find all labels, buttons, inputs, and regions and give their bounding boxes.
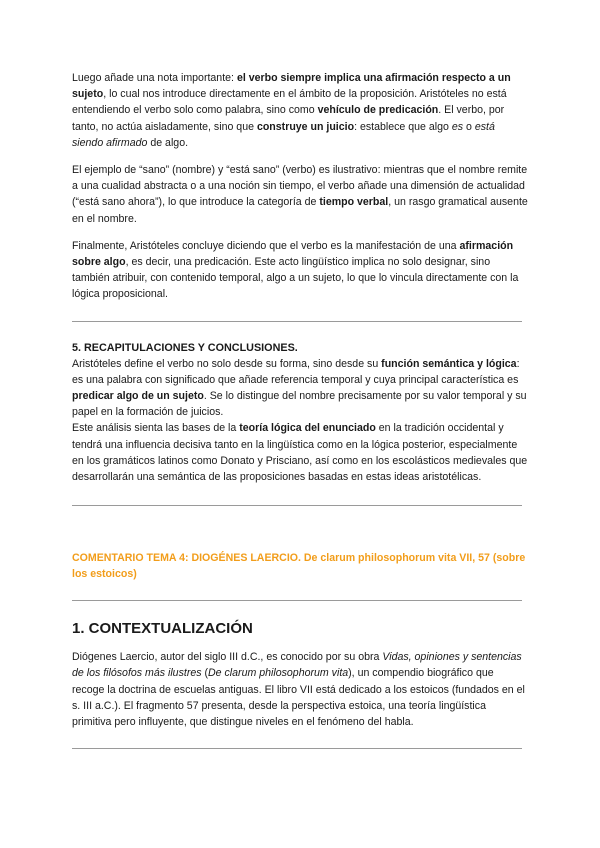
paragraph-ejemplo-sano [72, 162, 528, 227]
text-run: ( [201, 667, 209, 680]
paragraph-finalmente [72, 238, 528, 303]
bold-run: vehículo de predicación [317, 104, 439, 117]
bold-run: tiempo verbal [319, 196, 389, 209]
italic-run: está siendo afirmado [72, 120, 495, 149]
divider [72, 600, 522, 601]
text-run: Luego añade una nota importante: [72, 72, 237, 84]
divider [72, 321, 522, 322]
document-page [72, 70, 528, 749]
bold-run: construye un juicio [256, 120, 355, 133]
bold-run: afirmación sobre algo [72, 239, 514, 269]
bold-run: teoría lógica del enunciado [239, 422, 376, 435]
text-run: ), un compendio biográfico que recoge la doctrina de escuelas antiguas. El libro VII está dedicado a los estoicos (fundados en el s. III a.C.). El fragmento 57 presenta, desde la perspectiva estoica, una teoría lingüística primitiva pero influyente, que distingue niveles en el fenómeno del habla. [72, 667, 525, 729]
text-run: de algo. [147, 136, 189, 149]
comentario-title: COMENTARIO TEMA 4: DIOGÉNES LAERCIO. De clarum philosophorum vita VII, 57 (sobre los estoicos) [72, 552, 526, 581]
text-run: : es una palabra con significado que añade referencia temporal y cuya principal característica es [72, 357, 520, 386]
text-run: , lo cual nos introduce directamente en el ámbito de la proposición. Aristóteles no está entendiendo el verbo solo como palabra, sino como [72, 88, 507, 117]
text-run: Diógenes Laercio, autor del siglo III d.C., es conocido por su obra [72, 651, 383, 664]
text-run: : establece que algo [354, 120, 452, 133]
text-run: o [463, 120, 475, 133]
text-run: , es decir, una predicación. Este acto lingüístico implica no solo designar, sino también atribuir, con contenido temporal, algo a un sujeto, lo que lo vincula directamente con la lógica proposicional. [72, 256, 519, 301]
text-run: . El verbo, por tanto, no actúa aisladamente, sino que [72, 104, 505, 133]
italic-run: De clarum philosophorum vita [208, 667, 349, 680]
text-run: Aristóteles define el verbo no solo desde su forma, sino desde su [72, 357, 382, 370]
text-run: Este análisis sienta las bases de la [72, 422, 240, 435]
bold-run: el verbo siempre implica una afirmación respecto a un sujeto [72, 72, 511, 101]
paragraph-contextualizacion [72, 649, 528, 730]
italic-run: es [451, 120, 464, 133]
paragraph-recap-1 [72, 356, 528, 421]
text-run: Finalmente, Aristóteles concluye diciendo que el verbo es la manifestación de una [72, 239, 460, 252]
paragraph-verbo-afirmacion [72, 70, 528, 151]
divider [72, 748, 522, 749]
text-run: en la tradición occidental y tendrá una influencia decisiva tanto en la lingüística como en la lógica posterior, especialmente en los gramáticos latinos como Donato y Prisciano, así como en los escolásticos medievales que desarrollarán una semántica de las proposiciones basadas en estas ideas aristotélicas. [72, 422, 528, 484]
paragraph-recap-2 [72, 420, 528, 485]
text-run: , un rasgo gramatical ausente en el nombre. [72, 196, 528, 225]
section-heading-contextualizacion: 1. CONTEXTUALIZACIÓN [72, 620, 253, 638]
bold-run: función semántica y lógica [381, 357, 517, 370]
bold-run: predicar algo de un sujeto [72, 390, 204, 403]
text-run: El ejemplo de “sano” (nombre) y “está sano” (verbo) es ilustrativo: mientras que el nombre remite a una cualidad abstracta o a una noción sin tiempo, el verbo añade una dimensión de actualidad (“está sano ahora”), lo que introduce la categoría de [72, 164, 528, 209]
italic-run: Vidas, opiniones y sentencias de los filósofos más ilustres [72, 651, 522, 680]
section-heading-recapitulaciones: 5. RECAPITULACIONES Y CONCLUSIONES. [72, 341, 298, 354]
text-run: . Se lo distingue del nombre precisamente por su valor temporal y su papel en la formación de juicios. [72, 390, 527, 419]
divider [72, 505, 522, 506]
